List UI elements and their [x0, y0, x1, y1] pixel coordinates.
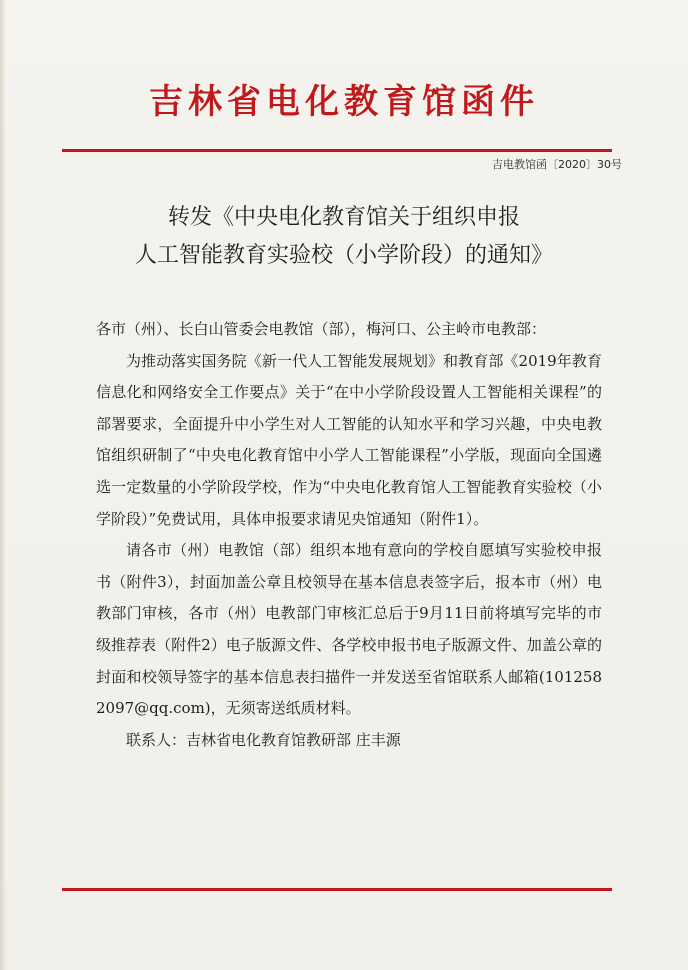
letterhead-title: 吉林省电化教育馆函件: [149, 82, 539, 122]
notice-body: [96, 314, 602, 756]
footer-divider: [62, 888, 612, 891]
body-paragraph: 为推动落实国务院《新一代人工智能发展规划》和教育部《2019年教育信息化和网络安全工作要点》关于“在中小学阶段设置人工智能相关课程”的部署要求，全面提升中小学生对人工智能的认知水平和学习兴趣，中央电教馆组织研制了“中央电化教育馆中小学人工智能课程”小学版，现面向全国遴选一定数量的小学阶段学校，作为“中央电化教育馆人工智能教育实验校（小学阶段）”免费试用，具体申报要求请见央馆通知（附件1）。: [96, 351, 602, 528]
document-number: 吉电教馆函〔2020〕30号: [492, 158, 622, 171]
notice-title-line-2: 人工智能教育实验校（小学阶段）的通知》: [134, 243, 553, 268]
body-paragraph: 请各市（州）电教馆（部）组织本地有意向的学校自愿填写实验校申报书（附件3），封面加盖公章且校领导在基本信息表签字后，报本市（州）电教部门审核，各市（州）电教部门审核汇总后于9月11日前将填写完毕的市级推荐表（附件2）电子版源文件、各学校申报书电子版源文件、加盖公章的封面和校领导签字的基本信息表扫描件一并发送至省馆联系人邮箱(1012582097@qq.com)，无须寄送纸质材料。: [96, 541, 602, 718]
page-edge-shadow: [0, 0, 6, 970]
recipients: 各市（州）、长白山管委会电教馆（部），梅河口、公主岭市电教部：: [96, 320, 547, 338]
notice-title-line-1: 转发《中央电化教育馆关于组织申报: [167, 205, 520, 230]
letterhead-divider: [62, 149, 612, 152]
contact-line: 联系人：吉林省电化教育馆教研部 庄丰源: [126, 730, 401, 749]
